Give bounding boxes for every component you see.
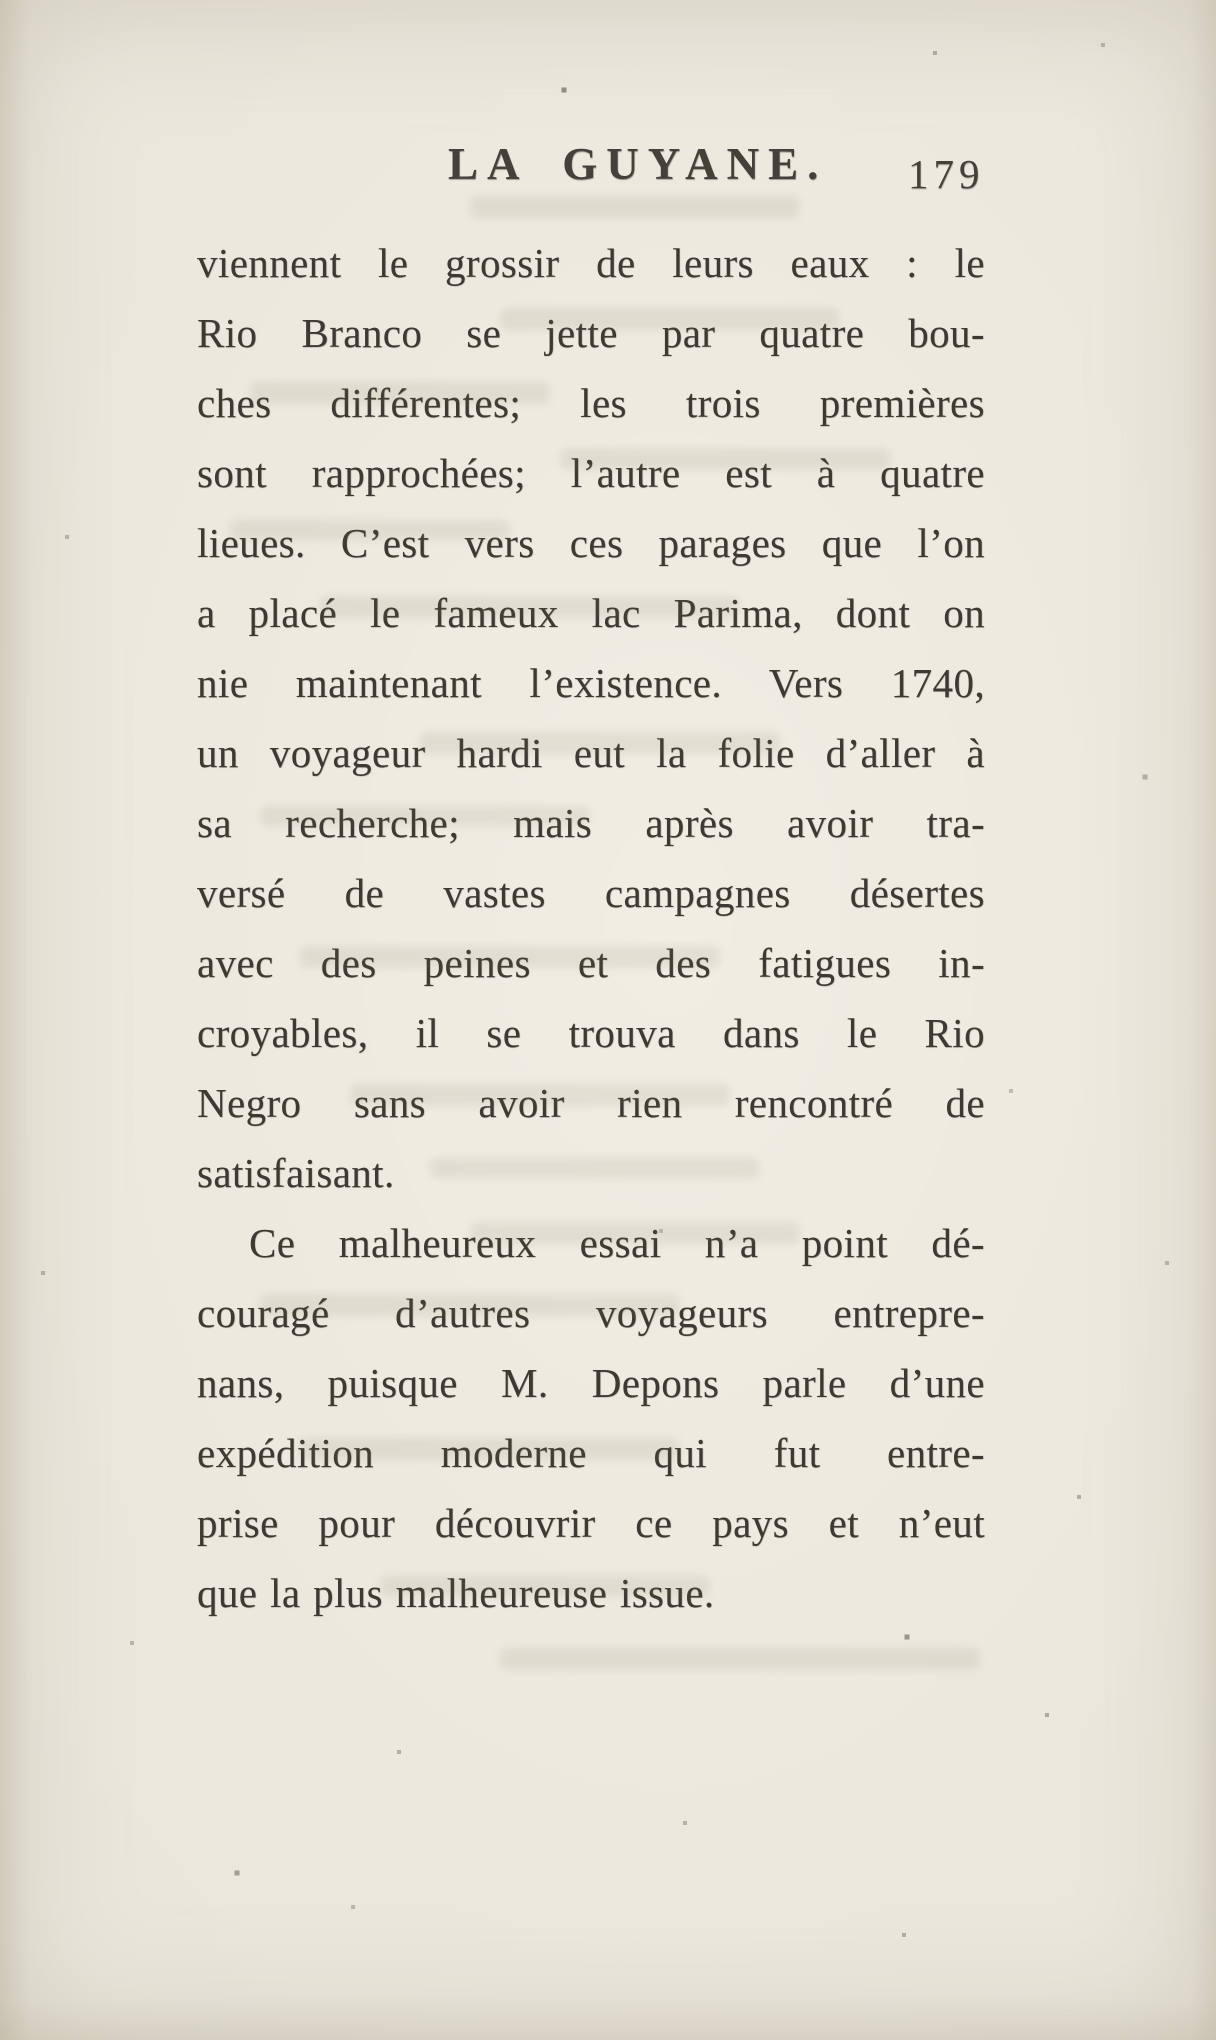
text-line: prise pour découvrir ce pays et n’eut xyxy=(197,1500,985,1546)
text-line: sa recherche; mais après avoir tra- xyxy=(197,800,985,846)
text-line: expédition moderne qui fut entre- xyxy=(197,1430,985,1476)
text-line: nie maintenant l’existence. Vers 1740, xyxy=(197,660,985,706)
text-line: couragé d’autres voyageurs entrepre- xyxy=(197,1290,985,1336)
text-line: Negro sans avoir rien rencontré de xyxy=(197,1080,985,1126)
text-line: Rio Branco se jette par quatre bou- xyxy=(197,310,985,356)
text-line: que la plus malheureuse issue. xyxy=(197,1570,715,1616)
text-line: versé de vastes campagnes désertes xyxy=(197,870,985,916)
text-line: croyables, il se trouva dans le Rio xyxy=(197,1010,985,1056)
running-title: LA GUYANE. xyxy=(448,139,828,189)
text-line: ches différentes; les trois premières xyxy=(197,380,985,426)
text-line: Ce malheureux essai n’a point dé- xyxy=(249,1220,985,1266)
text-line: a placé le fameux lac Parima, dont on xyxy=(197,590,985,636)
paper-specks xyxy=(0,0,2,2)
page-number: 179 xyxy=(908,151,985,197)
text-line: lieues. C’est vers ces parages que l’on xyxy=(197,520,985,566)
bleed-through-ghost xyxy=(470,196,800,218)
body-text-block xyxy=(197,228,985,1628)
text-line: satisfaisant. xyxy=(197,1150,395,1196)
text-line: nans, puisque M. Depons parle d’une xyxy=(197,1360,985,1406)
text-line: viennent le grossir de leurs eaux : le xyxy=(197,240,985,286)
text-line: un voyageur hardi eut la folie d’aller à xyxy=(197,730,985,776)
text-line: sont rapprochées; l’autre est à quatre xyxy=(197,450,985,496)
text-line: avec des peines et des fatigues in- xyxy=(197,940,985,986)
bleed-through-ghost xyxy=(500,1648,980,1670)
